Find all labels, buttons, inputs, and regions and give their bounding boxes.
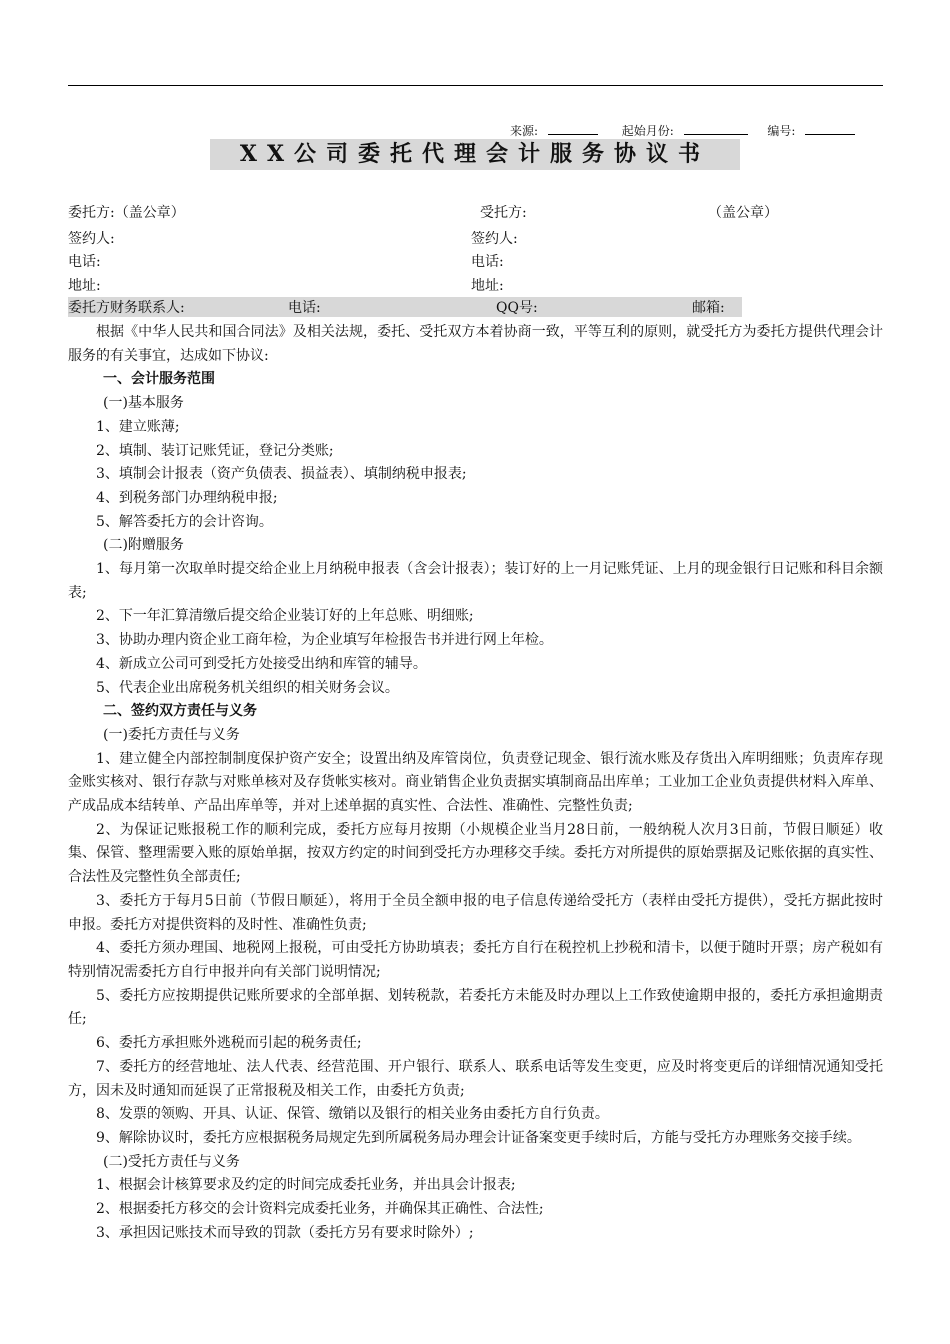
body-paragraph: 5、解答委托方的会计咨询。	[96, 513, 273, 530]
client-phone-label: 电话:	[68, 254, 101, 270]
body-paragraph: 9、解除协议时，委托方应根据税务局规定先到所属税务局办理会计证备案变更手续时后，方能与受托方办理账务交接手续。	[96, 1129, 861, 1146]
body-paragraph: 1、根据会计核算要求及约定的时间完成委托业务，并出具会计报表;	[96, 1177, 516, 1194]
agent-label: 受托方:	[480, 205, 527, 221]
finance-contact-label: 委托方财务联系人:	[68, 300, 185, 316]
agent-seal-label: （盖公章）	[708, 205, 778, 221]
client-label: 委托方:（盖公章）	[68, 205, 185, 221]
document-meta-line	[510, 122, 855, 139]
body-paragraph: 3、协助办理内资企业工商年检，为企业填写年检报告书并进行网上年检。	[96, 632, 553, 649]
subsection-heading: (二)受托方责任与义务	[103, 1153, 240, 1170]
body-paragraph: 5、委托方应按期提供记账所要求的全部单据、划转税款，若委托方未能及时办理以上工作致使逾期申报的，委托方承担逾期责任;	[68, 987, 883, 1028]
finance-contact-row	[68, 297, 742, 317]
agent-phone-label: 电话:	[471, 254, 504, 270]
body-paragraph: 1、建立账薄;	[96, 418, 180, 435]
body-paragraph: 4、到税务部门办理纳税申报;	[96, 489, 278, 506]
body-paragraph: 3、承担因记账技术而导致的罚款（委托方另有要求时除外）;	[96, 1224, 474, 1241]
agent-address-label: 地址:	[471, 278, 504, 294]
body-paragraph: 2、为保证记账报税工作的顺利完成，委托方应每月按期（小规模企业当月28日前，一般纳税人次月3日前，节假日顺延）收集、保管、整理需要入账的原始单据，按双方约定的时间到受托方办理移交手续。委托方对所提供的原始票据及记账依据的真实性、合法性及完整性负全部责任;	[68, 821, 883, 886]
subsection-heading: (一)委托方责任与义务	[103, 726, 240, 743]
source-label: 来源:	[510, 124, 539, 138]
subsection-heading: (一)基本服务	[103, 395, 184, 412]
body-paragraph: 8、发票的领购、开具、认证、保管、缴销以及银行的相关业务由委托方自行负责。	[96, 1106, 609, 1123]
source-field[interactable]	[548, 134, 598, 135]
section-heading: 二、签约双方责任与义务	[103, 703, 257, 720]
client-signer-label: 签约人:	[68, 231, 115, 247]
body-paragraph: 7、委托方的经营地址、法人代表、经营范围、开户银行、联系人、联系电话等发生变更，应及时将变更后的详细情况通知受托方，因未及时通知而延误了正常报税及相关工作，由委托方负责;	[68, 1058, 883, 1099]
body-paragraph: 2、下一年汇算清缴后提交给企业装订好的上年总账、明细账;	[96, 608, 474, 625]
agent-signer-label: 签约人:	[471, 231, 518, 247]
finance-email-label: 邮箱:	[692, 300, 725, 316]
start-month-label: 起始月份:	[621, 124, 674, 138]
header-rule	[68, 85, 883, 86]
body-paragraph: 1、每月第一次取单时提交给企业上月纳税申报表（含会计报表）；装订好的上一月记账凭证、上月的现金银行日记账和科目余额表;	[68, 561, 883, 601]
finance-phone-label: 电话:	[288, 300, 321, 316]
body-paragraph: 4、新成立公司可到受托方处接受出纳和库管的辅导。	[96, 655, 427, 672]
body-paragraph: 5、代表企业出席税务机关组织的相关财务会议。	[96, 679, 399, 696]
body-paragraph: 6、委托方承担账外逃税而引起的税务责任;	[96, 1035, 362, 1052]
start-month-field[interactable]	[684, 134, 748, 135]
agreement-body	[68, 321, 883, 1245]
body-paragraph: 4、委托方须办理国、地税网上报税，可由受托方协助填表；委托方自行在税控机上抄税和清卡，以便于随时开票；房产税如有特别情况需委托方自行申报并向有关部门说明情况;	[68, 940, 883, 980]
body-paragraph: 3、委托方于每月5日前（节假日顺延），将用于全员全额申报的电子信息传递给受托方（表样由受托方提供），受托方据此按时申报。委托方对提供资料的及时性、准确性负责;	[68, 892, 883, 933]
document-title: XX公司委托代理会计服务协议书	[210, 139, 740, 170]
body-paragraph: 2、根据委托方移交的会计资料完成委托业务，并确保其正确性、合法性;	[96, 1201, 544, 1218]
section-heading: 一、会计服务范围	[103, 371, 215, 388]
body-paragraph: 根据《中华人民共和国合同法》及相关法规，委托、受托双方本着协商一致，平等互利的原则，就受托方为委托方提供代理会计服务的有关事宜，达成如下协议:	[68, 324, 883, 364]
subsection-heading: (二)附赠服务	[103, 537, 184, 554]
body-paragraph: 2、填制、装订记账凭证，登记分类账;	[96, 442, 334, 459]
number-label: 编号:	[767, 124, 796, 138]
finance-qq-label: QQ号:	[496, 300, 538, 316]
client-address-label: 地址:	[68, 278, 101, 294]
body-paragraph: 3、填制会计报表（资产负债表、损益表）、填制纳税申报表;	[96, 466, 467, 483]
body-paragraph: 1、建立健全内部控制制度保护资产安全；设置出纳及库管岗位，负责登记现金、银行流水账及存货出入库明细账；负责库存现金账实核对、银行存款与对账单核对及存货帐实核对。商业销售企业负责据实填制商品出库单；工业加工企业负责提供材料入库单、产成品成本结转单、产品出库单等，并对上述单据的真实性、合法性、准确性、完整性负责;	[68, 750, 883, 815]
number-field[interactable]	[805, 134, 855, 135]
